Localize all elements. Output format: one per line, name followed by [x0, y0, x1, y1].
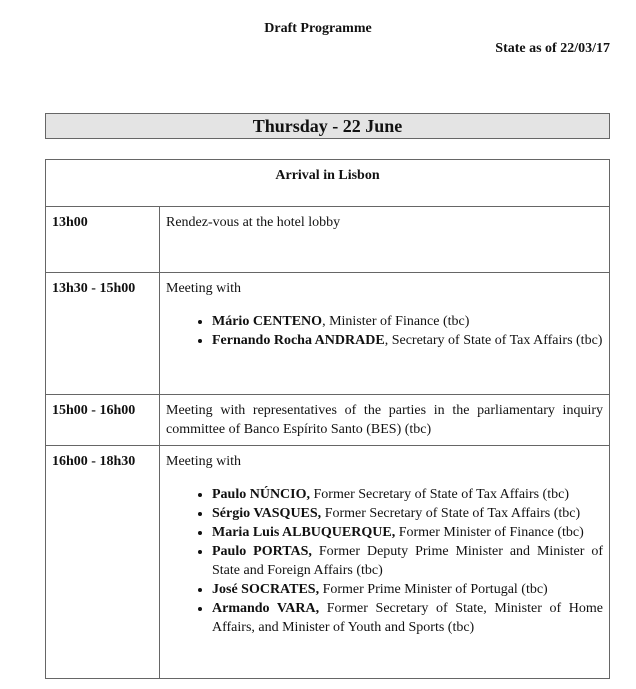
table-row — [46, 446, 610, 679]
list-item — [212, 331, 603, 350]
list-item — [212, 599, 603, 637]
table-row — [46, 395, 610, 446]
attendee-role: Former Deputy Prime Minister and Minister of State and Foreign Affairs (tbc) — [212, 544, 603, 578]
attendee-name: José SOCRATES, — [212, 582, 320, 597]
list-item — [212, 504, 603, 523]
table-row — [46, 273, 610, 395]
attendee-list — [166, 312, 603, 350]
attendee-name: Armando VARA, — [212, 601, 320, 616]
document-state-date: State as of 22/03/17 — [495, 41, 610, 56]
table-row-section-header — [46, 160, 610, 207]
description-cell: Meeting with representatives of the parties in the parliamentary inquiry committee of Banco Espírito Santo (BES) (tbc) — [160, 395, 610, 446]
attendee-name: Sérgio VASQUES, — [212, 506, 322, 521]
list-item — [212, 542, 603, 580]
attendee-role: Former Secretary of State of Tax Affairs (tbc) — [310, 487, 569, 502]
attendee-name: Paulo NÚNCIO, — [212, 487, 311, 502]
table-row — [46, 207, 610, 273]
attendee-role: Former Prime Minister of Portugal (tbc) — [319, 582, 548, 597]
document-title: Draft Programme — [264, 21, 372, 36]
list-item — [212, 580, 603, 599]
list-item — [212, 312, 603, 331]
section-title: Arrival in Lisbon — [46, 160, 610, 207]
time-cell: 13h00 — [46, 207, 160, 273]
attendee-name: Fernando Rocha ANDRADE — [212, 333, 385, 348]
schedule-table — [45, 159, 610, 679]
description-cell: Rendez-vous at the hotel lobby — [160, 207, 610, 273]
attendee-name: Paulo PORTAS, — [212, 544, 312, 559]
attendee-name: Mário CENTENO — [212, 314, 323, 329]
attendee-role: Former Minister of Finance (tbc) — [395, 525, 584, 540]
time-cell: 15h00 - 16h00 — [46, 395, 160, 446]
attendee-role: Former Secretary of State, Minister of Home Affairs, and Minister of Youth and Sports (tbc) — [212, 601, 603, 635]
list-item — [212, 523, 603, 542]
attendee-role: , Secretary of State of Tax Affairs (tbc) — [384, 333, 603, 348]
attendee-list — [166, 485, 603, 637]
time-cell: 13h30 - 15h00 — [46, 273, 160, 395]
meeting-intro: Meeting with — [166, 454, 242, 469]
list-item — [212, 485, 603, 504]
attendee-role: Former Secretary of State of Tax Affairs (tbc) — [321, 506, 581, 521]
attendee-name: Maria Luis ALBUQUERQUE, — [212, 525, 396, 540]
meeting-intro: Meeting with — [166, 281, 242, 296]
description-cell — [160, 273, 610, 395]
time-cell: 16h00 - 18h30 — [46, 446, 160, 679]
description-cell — [160, 446, 610, 679]
day-banner: Thursday - 22 June — [45, 113, 610, 139]
attendee-role: , Minister of Finance (tbc) — [322, 314, 470, 329]
